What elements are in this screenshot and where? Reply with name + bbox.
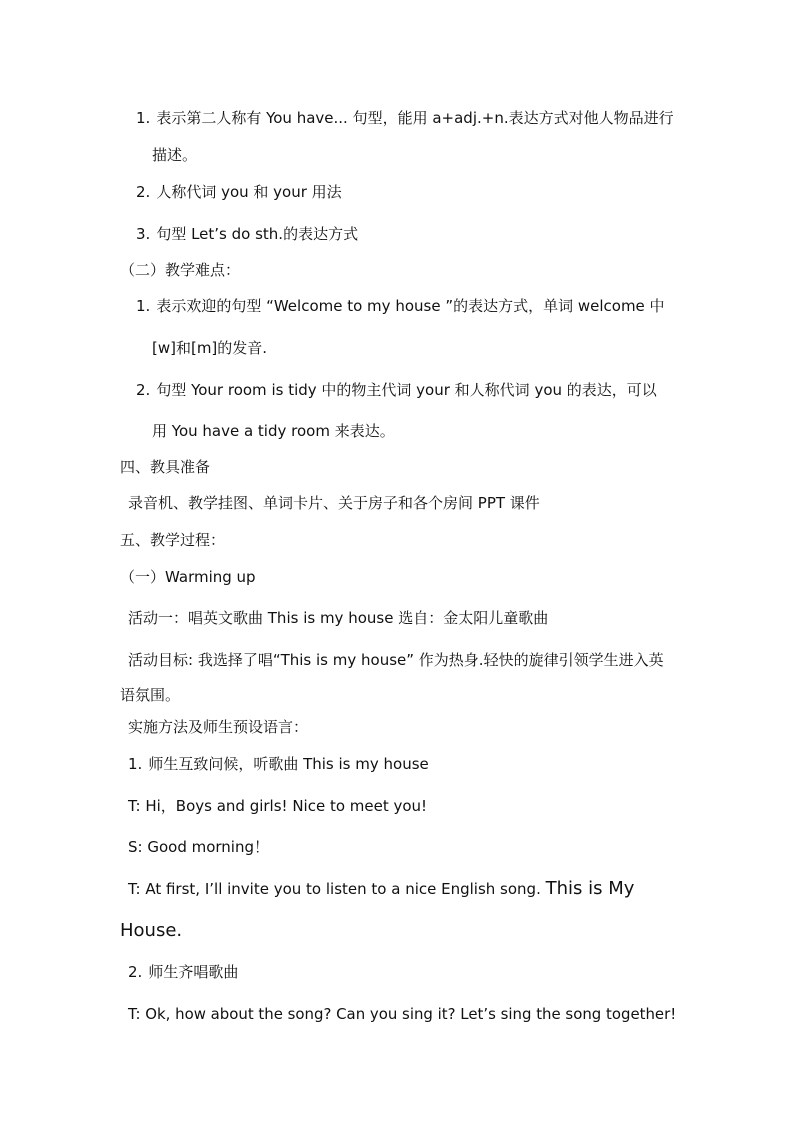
goal-line-3: [136, 224, 358, 244]
teaching-aids-text: [128, 493, 540, 513]
line-text: 描述。: [152, 146, 198, 164]
subheading-warming-up: [120, 567, 256, 587]
line-text: 实施方法及师生预设语言：: [128, 718, 309, 736]
line-text: 表示第二人称有 You have... 句型，能用 a+adj.+n.表达方式对他人物品进行: [156, 109, 674, 127]
activity-goal-cont: [120, 685, 180, 705]
dialogue-teacher-1: [128, 796, 427, 816]
difficulty-line-2-cont: [152, 421, 395, 441]
list-number: 1.: [128, 755, 143, 773]
goal-line-1-cont: [152, 145, 197, 165]
line-text: 人称代词 you 和 your 用法: [156, 183, 342, 201]
line-text: 四、教具准备: [120, 458, 211, 476]
line-text: 活动一：唱英文歌曲 This is my house 选自：金太阳儿童歌曲: [128, 609, 549, 627]
line-text: （二）教学难点：: [120, 261, 241, 279]
line-text: 师生互致问候，听歌曲 This is my house: [148, 755, 429, 773]
step-2: [128, 962, 238, 982]
step-1: [128, 754, 429, 774]
dialogue-teacher-2: [128, 879, 634, 899]
section-heading-difficulties: [120, 260, 240, 280]
line-text: 录音机、教学挂图、单词卡片、关于房子和各个房间 PPT 课件: [128, 494, 540, 512]
activity-goal: [128, 650, 664, 670]
section-heading-process: [120, 530, 225, 550]
dialogue-teacher-3: [128, 1004, 676, 1024]
section-heading-teaching-aids: [120, 457, 210, 477]
line-text: 表示欢迎的句型 “Welcome to my house ”的表达方式，单词 welcome 中: [156, 297, 665, 315]
difficulty-line-1-cont: [152, 338, 267, 358]
line-text-large: This is My: [545, 878, 635, 899]
line-text: 句型 Let’s do sth.的表达方式: [156, 225, 359, 243]
difficulty-line-1: [136, 296, 665, 316]
line-text: T: Hi，Boys and girls! Nice to meet you!: [128, 797, 428, 815]
line-text: 语氛围。: [120, 686, 181, 704]
goal-line-2: [136, 182, 342, 202]
line-text: [w]和[m]的发音.: [152, 339, 268, 357]
activity-one: [128, 608, 548, 628]
dialogue-student-1: [128, 837, 269, 857]
line-text: （一）Warming up: [120, 568, 256, 586]
line-text: T: Ok, how about the song? Can you sing it? Let’s sing the song together!: [128, 1005, 677, 1023]
difficulty-line-2: [136, 380, 657, 400]
list-number: 1.: [136, 297, 151, 315]
list-number: 3.: [136, 225, 151, 243]
list-number: 2.: [136, 381, 151, 399]
line-text: 句型 Your room is tidy 中的物主代词 your 和人称代词 you 的表达，可以: [156, 381, 657, 399]
line-text: 活动目标: 我选择了唱“This is my house” 作为热身.轻快的旋律引领学生进入英: [128, 651, 664, 669]
list-number: 2.: [128, 963, 143, 981]
list-number: 1.: [136, 109, 151, 127]
dialogue-teacher-2-cont: [120, 920, 182, 942]
line-text: 师生齐唱歌曲: [148, 963, 239, 981]
line-text: S: Good morning！: [128, 838, 270, 856]
line-text: 用 You have a tidy room 来表达。: [152, 422, 395, 440]
list-number: 2.: [136, 183, 151, 201]
line-text: T: At first, I’ll invite you to listen to a nice English song.: [128, 880, 541, 898]
line-text: House.: [120, 920, 183, 941]
method-heading: [128, 717, 308, 737]
line-text: 五、教学过程：: [120, 531, 226, 549]
goal-line-1: [136, 108, 674, 128]
